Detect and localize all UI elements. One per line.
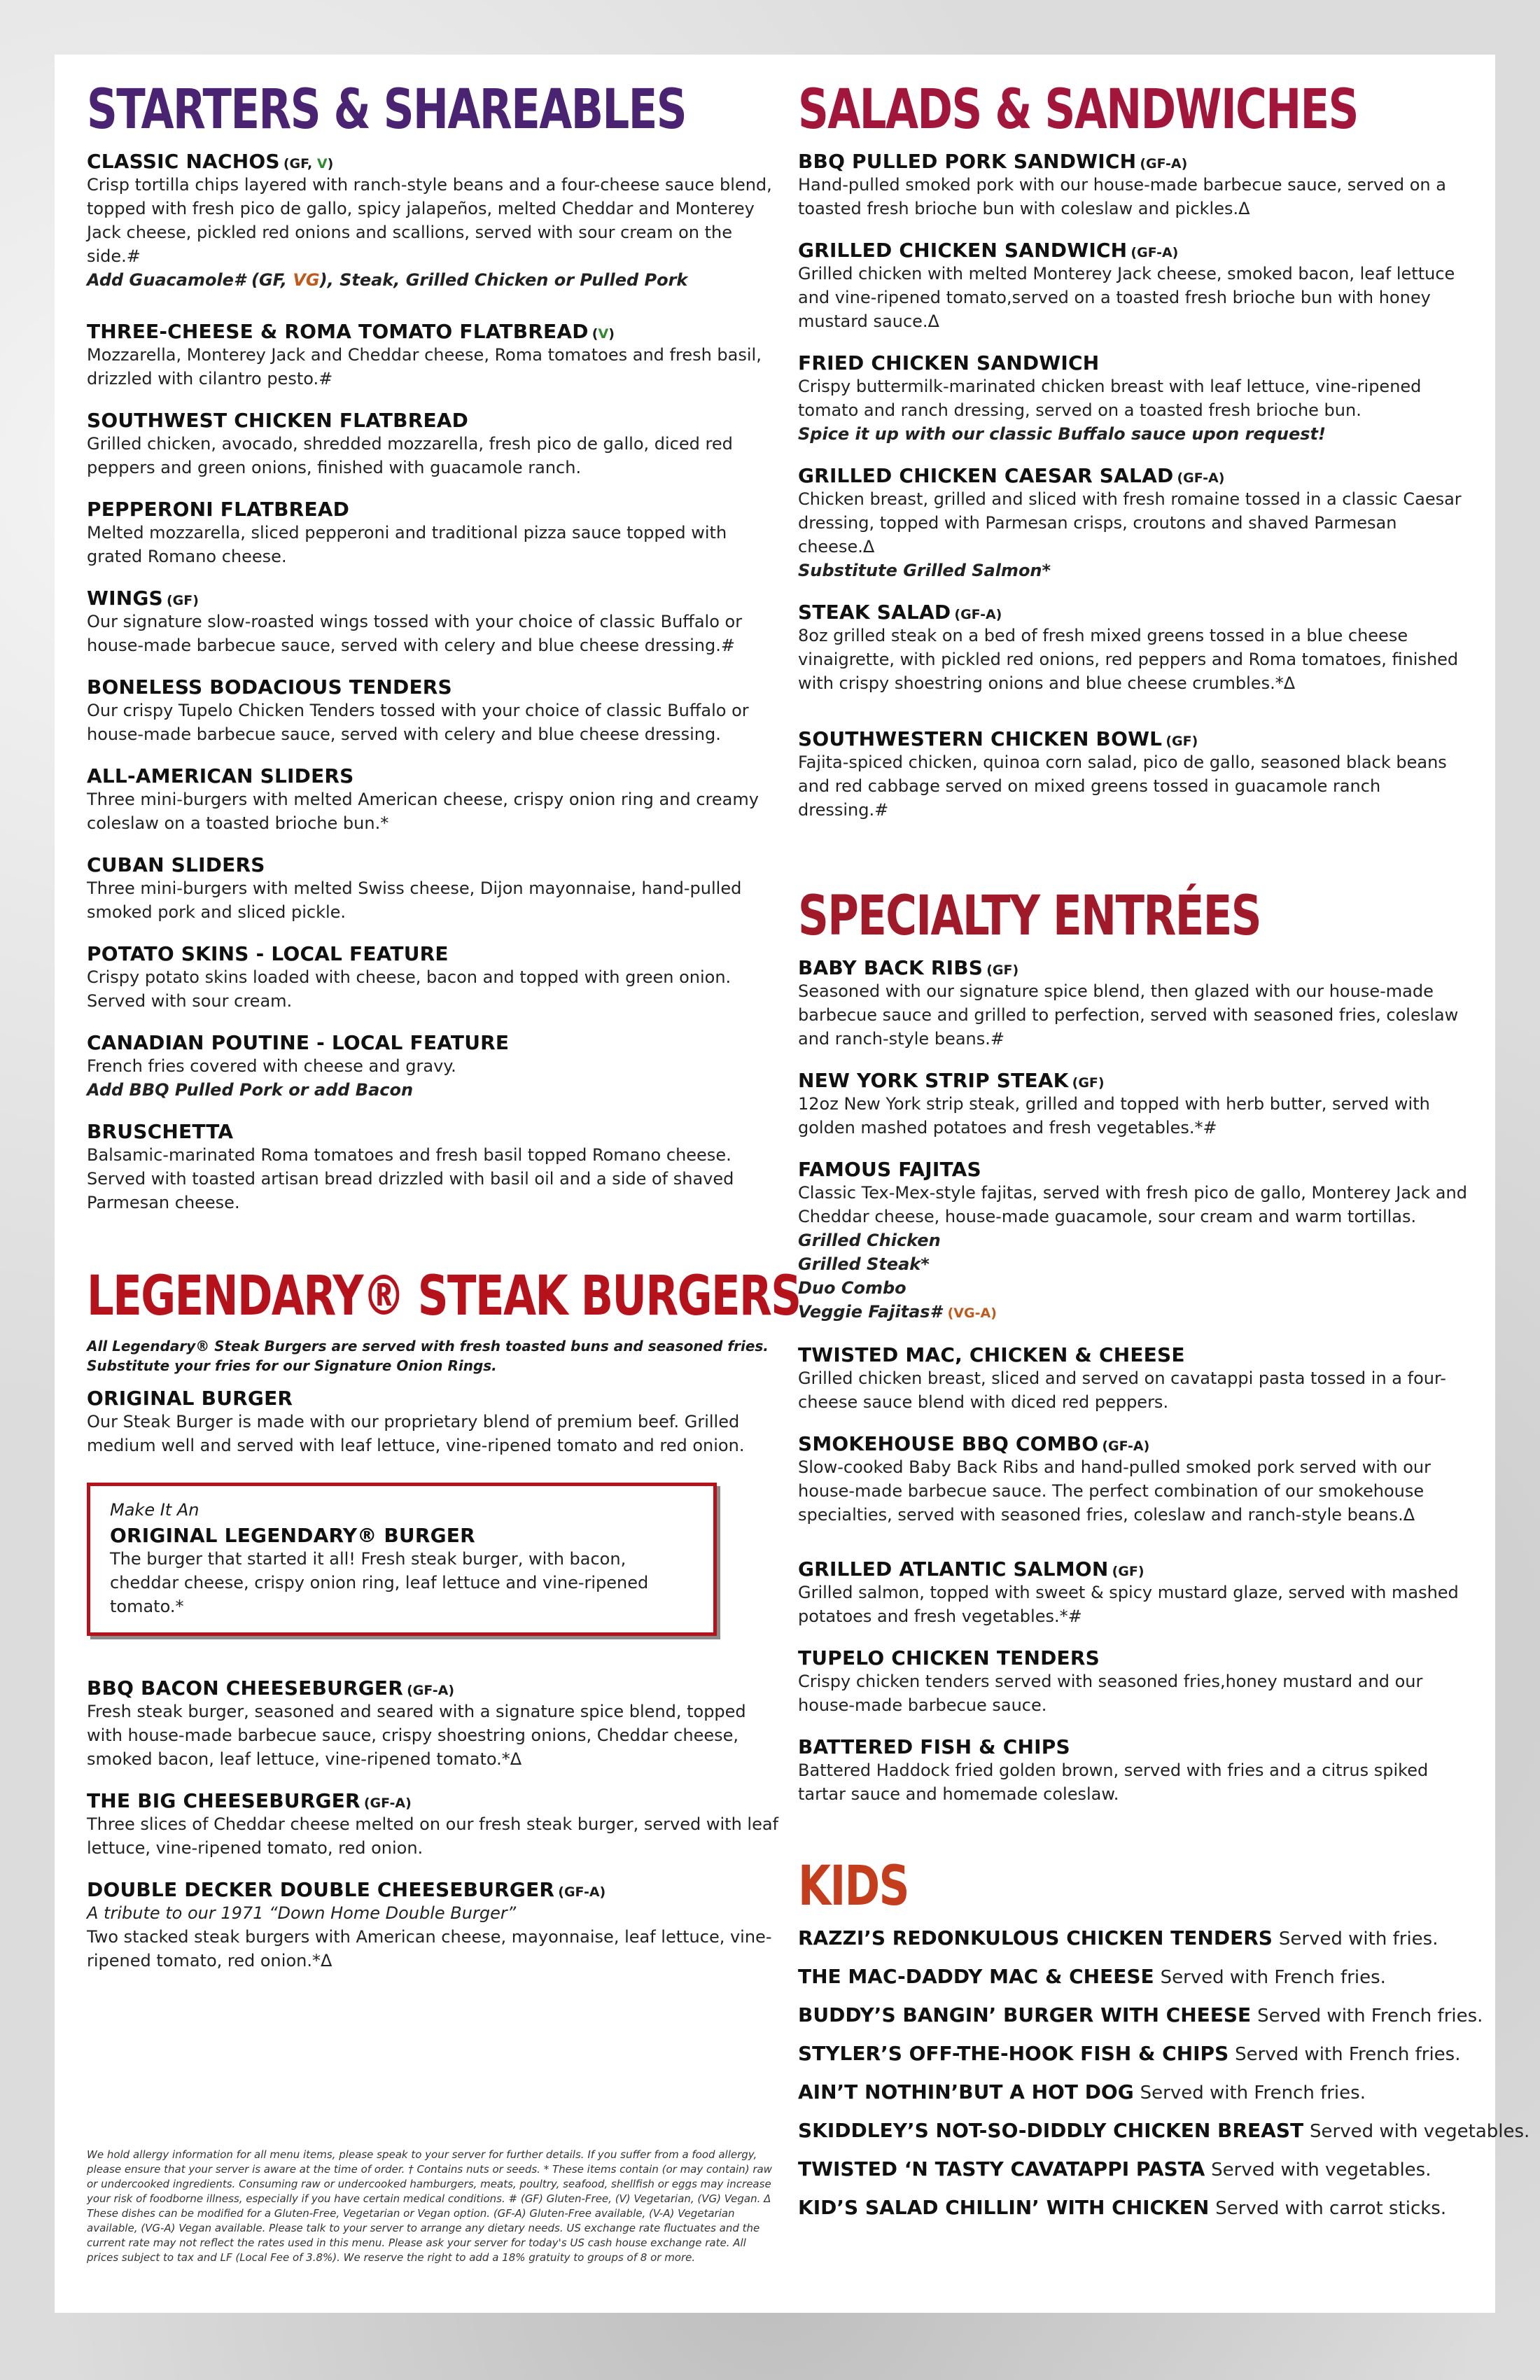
item-desc: Hand-pulled smoked pork with our house-made barbecue sauce, served on a toasted fresh brioche bun with coleslaw and pickles.Δ	[798, 175, 1446, 218]
kids-title: KIDS	[798, 1855, 909, 1918]
left-column	[87, 78, 801, 1991]
item-tag: (GF-A)	[407, 1683, 455, 1698]
item-desc: Battered Haddock fried golden brown, served with fries and a citrus spiked tartar sauce and homemade coleslaw.	[798, 1760, 1429, 1804]
fajita-option: Duo Combo	[798, 1278, 906, 1298]
item-name: GRILLED CHICKEN CAESAR SALAD	[798, 464, 1174, 487]
feature-kicker: Make It An	[110, 1500, 200, 1520]
kids-item-desc: Served with vegetables.	[1310, 2121, 1530, 2142]
item-tag: (GF-A)	[1177, 470, 1225, 486]
item-name: GRILLED CHICKEN SANDWICH	[798, 239, 1128, 262]
feature-desc: The burger that started it all! Fresh steak burger, with bacon, cheddar cheese, crispy onion ring, leaf lettuce and vine-ripened tomato.*	[110, 1549, 649, 1616]
feature-box	[87, 1483, 717, 1636]
item-extra: Substitute Grilled Salmon*	[798, 561, 1051, 580]
item-name: POTATO SKINS - LOCAL FEATURE	[87, 942, 449, 965]
item-name: BBQ BACON CHEESEBURGER	[87, 1676, 404, 1700]
item-name: CANADIAN POUTINE - LOCAL FEATURE	[87, 1031, 510, 1054]
burgers-title: LEGENDARY® STEAK BURGERS	[87, 1265, 801, 1328]
item-desc: Grilled chicken with melted Monterey Jack cheese, smoked bacon, leaf lettuce and vine-ripened tomato,served on a toasted fresh brioche bun with honey mustard sauce.Δ	[798, 264, 1455, 331]
item-desc: Grilled chicken, avocado, shredded mozzarella, fresh pico de gallo, diced red peppers and green onions, finished with guacamole ranch.	[87, 434, 733, 477]
item-name: STEAK SALAD	[798, 601, 951, 624]
item-desc: Chicken breast, grilled and sliced with fresh romaine tossed in a classic Caesar dressing, topped with Parmesan crisps, croutons and shaved Parmesan cheese.Δ	[798, 489, 1462, 556]
menu-item	[87, 409, 780, 479]
item-desc: Classic Tex-Mex-style fajitas, served with fresh pico de gallo, Monterey Jack and Cheddar cheese, house-made guacamole, sour cream and warm tortillas.	[798, 1183, 1467, 1226]
item-tag: )	[327, 156, 334, 172]
menu-item	[798, 601, 1470, 695]
item-desc: Three mini-burgers with melted Swiss cheese, Dijon mayonnaise, hand-pulled smoked pork and sliced pickle.	[87, 878, 742, 922]
item-name: NEW YORK STRIP STEAK	[798, 1069, 1069, 1092]
item-sub: A tribute to our 1971 “Down Home Double Burger”	[87, 1903, 517, 1923]
fajita-option: Veggie Fajitas#	[798, 1302, 942, 1322]
item-desc: Slow-cooked Baby Back Ribs and hand-pulled smoked pork served with our house-made barbecue sauce. The perfect combination of our smokehouse specialties, served with seasoned fries, coleslaw and ranch-style beans.Δ	[798, 1457, 1431, 1525]
allergy-footnote: We hold allergy information for all menu items, please speak to your server for further details. If you suffer from a food allergy, please ensure that your server is aware at the time of order. † Contains nuts or seeds. * These items contain (or may contain) raw or undercooked ingredients. Consuming raw or undercooked hamburgers, meats, poultry, seafood, shellfish or eggs may increase your risk of foodborne illness, especially if you have certain medical conditions. # (GF) Gluten-Free, (V) Vegetarian, (VG) Vegan. Δ These dishes can be modified for a Gluten-Free, Vegetarian or Vegan option. (GF-A) Gluten-Free available, (V-A) Vegetarian available, (VG-A) Vegan available. Please talk to your server to arrange any dietary needs. US exchange rate fluctuates and the current rate may not reflect the rates used in this menu. Please ask your server for today's US cash house exchange rate. All prices subject to tax and LF (Local Fee of 3.8%). We reserve the right to add a 18% gratuity to groups of 8 or more.	[87, 2148, 772, 2264]
kids-item-name: KID’S SALAD CHILLIN’ WITH CHICKEN	[798, 2196, 1210, 2219]
menu-item	[798, 1158, 1470, 1325]
menu-item	[798, 727, 1470, 822]
item-tag: (	[592, 326, 598, 342]
menu-item	[798, 1432, 1470, 1527]
right-column	[798, 78, 1530, 2234]
menu-item	[87, 150, 780, 292]
item-name: FAMOUS FAJITAS	[798, 1158, 981, 1181]
menu-item	[87, 587, 780, 657]
menu-item	[87, 942, 780, 1013]
item-desc: Three slices of Cheddar cheese melted on our fresh steak burger, served with leaf lettuce, vine-ripened tomato, red onion.	[87, 1814, 779, 1858]
item-tag: (GF-A)	[1140, 156, 1188, 172]
item-extra-text: Add Guacamole# (GF,	[87, 270, 293, 290]
salads-title: SALADS & SANDWICHES	[798, 78, 1358, 141]
kids-item-name: RAZZI’S REDONKULOUS CHICKEN TENDERS	[798, 1926, 1273, 1949]
kids-item	[798, 2196, 1470, 2219]
kids-item-desc: Served with French fries.	[1140, 2082, 1366, 2104]
kids-item-name: SKIDDLEY’S NOT-SO-DIDDLY CHICKEN BREAST	[798, 2119, 1304, 2142]
item-extra-vg: VG	[293, 270, 320, 290]
kids-item-name: BUDDY’S BANGIN’ BURGER WITH CHEESE	[798, 2003, 1252, 2026]
fajita-option-row	[798, 1300, 1470, 1325]
kids-item	[798, 2119, 1530, 2142]
item-name: WINGS	[87, 587, 163, 610]
item-extra: Spice it up with our classic Buffalo sauce upon request!	[798, 424, 1326, 444]
kids-item-desc: Served with vegetables.	[1211, 2160, 1432, 2180]
item-extra: Add BBQ Pulled Pork or add Bacon	[87, 1080, 414, 1100]
menu-item	[87, 1031, 780, 1102]
item-desc: Crispy chicken tenders served with seasoned fries,honey mustard and our house-made barbecue sauce.	[798, 1672, 1423, 1715]
item-extra-text: ), Steak, Grilled Chicken or Pulled Pork	[319, 270, 688, 290]
item-name: TUPELO CHICKEN TENDERS	[798, 1646, 1100, 1670]
kids-item-desc: Served with French fries.	[1160, 1967, 1386, 1988]
item-name: BABY BACK RIBS	[798, 956, 983, 979]
item-name: ALL-AMERICAN SLIDERS	[87, 764, 354, 788]
kids-item-name: AIN’T NOTHIN’BUT A HOT DOG	[798, 2080, 1134, 2104]
item-name: DOUBLE DECKER DOUBLE CHEESEBURGER	[87, 1878, 555, 1901]
item-tag-v: V	[598, 326, 609, 342]
entrees-title: SPECIALTY ENTRÉES	[798, 885, 1261, 948]
kids-item-desc: Served with French fries.	[1257, 2005, 1483, 2026]
item-desc: Balsamic-marinated Roma tomatoes and fresh basil topped Romano cheese. Served with toasted artisan bread drizzled with basil oil and a side of shaved Parmesan cheese.	[87, 1145, 734, 1212]
item-desc: Two stacked steak burgers with American cheese, mayonnaise, leaf lettuce, vine-ripened tomato, red onion.*Δ	[87, 1927, 772, 1970]
kids-item	[798, 1965, 1470, 1988]
item-name: THREE-CHEESE & ROMA TOMATO FLATBREAD	[87, 320, 589, 343]
menu-item	[798, 239, 1470, 333]
menu-item	[87, 1120, 780, 1214]
item-name: CUBAN SLIDERS	[87, 853, 265, 876]
menu-item	[798, 464, 1470, 582]
item-name: SOUTHWESTERN CHICKEN BOWL	[798, 727, 1163, 750]
item-tag: (GF-A)	[954, 607, 1002, 622]
item-name: SMOKEHOUSE BBQ COMBO	[798, 1432, 1099, 1455]
item-desc: Our signature slow-roasted wings tossed with your choice of classic Buffalo or house-made barbecue sauce, served with celery and blue cheese dressing.#	[87, 612, 743, 655]
item-name: BATTERED FISH & CHIPS	[798, 1735, 1070, 1758]
menu-item	[798, 1558, 1470, 1628]
item-desc: Crisp tortilla chips layered with ranch-style beans and a four-cheese sauce blend, topped with fresh pico de gallo, spicy jalapeños, melted Cheddar and Monterey Jack cheese, pickled red onions and scallions, served with sour cream on the side.#	[87, 175, 772, 266]
menu-item	[87, 1387, 780, 1457]
item-extra	[87, 268, 780, 292]
item-desc: 12oz New York strip steak, grilled and topped with herb butter, served with golden mashed potatoes and fresh vegetables.*#	[798, 1094, 1430, 1138]
item-desc: Melted mozzarella, sliced pepperoni and traditional pizza sauce topped with grated Romano cheese.	[87, 523, 727, 566]
item-name: GRILLED ATLANTIC SALMON	[798, 1558, 1109, 1581]
menu-item	[798, 150, 1470, 220]
item-tag-vg: (VG-A)	[947, 1306, 997, 1321]
item-tag: (GF)	[986, 962, 1019, 978]
menu-item	[798, 1646, 1470, 1717]
menu-item	[798, 956, 1470, 1051]
menu-item	[798, 1069, 1470, 1140]
item-desc: French fries covered with cheese and gravy.	[87, 1056, 456, 1076]
item-name: PEPPERONI FLATBREAD	[87, 498, 350, 521]
item-name: ORIGINAL BURGER	[87, 1387, 293, 1410]
item-name: CLASSIC NACHOS	[87, 150, 280, 173]
item-desc: Our crispy Tupelo Chicken Tenders tossed with your choice of classic Buffalo or house-made barbecue sauce, served with celery and blue cheese dressing.	[87, 701, 749, 744]
menu-item	[87, 764, 780, 835]
menu-item	[87, 498, 780, 568]
item-desc: Grilled salmon, topped with sweet & spicy mustard glaze, served with mashed potatoes and fresh vegetables.*#	[798, 1583, 1459, 1626]
item-tag: (GF)	[1112, 1564, 1144, 1579]
kids-item-desc: Served with French fries.	[1235, 2044, 1461, 2065]
item-desc: Crispy potato skins loaded with cheese, bacon and topped with green onion. Served with sour cream.	[87, 967, 732, 1011]
item-desc: Crispy buttermilk-marinated chicken breast with leaf lettuce, vine-ripened tomato and ranch dressing, served on a toasted fresh brioche bun.	[798, 377, 1422, 420]
item-desc: Mozzarella, Monterey Jack and Cheddar cheese, Roma tomatoes and fresh basil, drizzled with cilantro pesto.#	[87, 345, 762, 388]
item-desc: Seasoned with our signature spice blend, then glazed with our house-made barbecue sauce and grilled to perfection, served with seasoned fries, coleslaw and ranch-style beans.#	[798, 981, 1459, 1049]
menu-item	[87, 676, 780, 746]
item-tag: (GF-A)	[363, 1795, 412, 1811]
menu-item	[798, 1343, 1470, 1414]
kids-item-desc: Served with carrot sticks.	[1215, 2198, 1447, 2219]
kids-item-name: STYLER’S OFF-THE-HOOK FISH & CHIPS	[798, 2042, 1229, 2065]
item-desc: Fajita-spiced chicken, quinoa corn salad, pico de gallo, seasoned black beans and red cabbage served on mixed greens tossed in guacamole ranch dressing.#	[798, 752, 1447, 820]
menu-item	[798, 351, 1470, 446]
item-name: SOUTHWEST CHICKEN FLATBREAD	[87, 409, 469, 432]
item-tag: (GF-A)	[558, 1884, 606, 1900]
item-tag: (GF)	[1166, 734, 1198, 749]
menu-item	[87, 853, 780, 924]
kids-item	[798, 2003, 1483, 2026]
item-tag: (GF-A)	[1102, 1438, 1150, 1454]
fajita-option: Grilled Steak*	[798, 1254, 930, 1274]
menu-item	[87, 1878, 780, 1973]
kids-item-name: TWISTED ‘N TASTY CAVATAPPI PASTA	[798, 2157, 1205, 2180]
item-desc: Fresh steak burger, seasoned and seared with a signature spice blend, topped with house-made barbecue sauce, crispy shoestring onions, Cheddar cheese, smoked bacon, leaf lettuce, vine-ripened tomato.*Δ	[87, 1702, 746, 1769]
item-desc: Three mini-burgers with melted American cheese, crispy onion ring and creamy coleslaw on a toasted brioche bun.*	[87, 790, 759, 833]
kids-item	[798, 2157, 1470, 2180]
item-tag-v: V	[316, 156, 328, 172]
item-tag: (GF,	[283, 156, 317, 172]
kids-item-desc: Served with fries.	[1278, 1928, 1438, 1949]
item-tag: (GF-A)	[1130, 245, 1179, 260]
kids-item	[798, 1926, 1470, 1949]
item-name: TWISTED MAC, CHICKEN & CHEESE	[798, 1343, 1185, 1366]
starters-title: STARTERS & SHAREABLES	[87, 78, 687, 141]
item-name: THE BIG CHEESEBURGER	[87, 1789, 360, 1812]
burgers-note: All Legendary® Steak Burgers are served with fresh toasted buns and seasoned fries. Substitute your fries for our Signature Onion Rings.	[87, 1338, 769, 1374]
item-name: FRIED CHICKEN SANDWICH	[798, 351, 1100, 374]
fajita-option: Grilled Chicken	[798, 1231, 941, 1250]
menu-item	[87, 320, 780, 391]
item-desc: Grilled chicken breast, sliced and served on cavatappi pasta tossed in a four-cheese sauce blend with diced red peppers.	[798, 1368, 1446, 1412]
menu-page	[55, 55, 1530, 2313]
item-tag: (GF)	[166, 593, 199, 608]
menu-item	[87, 1676, 780, 1771]
item-name: BONELESS BODACIOUS TENDERS	[87, 676, 452, 699]
item-name: BBQ PULLED PORK SANDWICH	[798, 150, 1137, 173]
item-name: BRUSCHETTA	[87, 1120, 234, 1143]
item-tag: (GF)	[1072, 1075, 1105, 1091]
item-desc: 8oz grilled steak on a bed of fresh mixed greens tossed in a blue cheese vinaigrette, with pickled red onions, red peppers and Roma tomatoes, finished with crispy shoestring onions and blue cheese crumbles.*Δ	[798, 626, 1459, 693]
item-desc: Our Steak Burger is made with our proprietary blend of premium beef. Grilled medium well and served with leaf lettuce, vine-ripened tomato and red onion.	[87, 1412, 745, 1455]
feature-name: ORIGINAL LEGENDARY® BURGER	[110, 1524, 475, 1547]
kids-item	[798, 2080, 1470, 2104]
kids-item	[798, 2042, 1470, 2065]
kids-item-name: THE MAC-DADDY MAC & CHEESE	[798, 1965, 1154, 1988]
menu-item	[798, 1735, 1470, 1806]
item-tag: )	[608, 326, 615, 342]
menu-item	[87, 1789, 780, 1860]
